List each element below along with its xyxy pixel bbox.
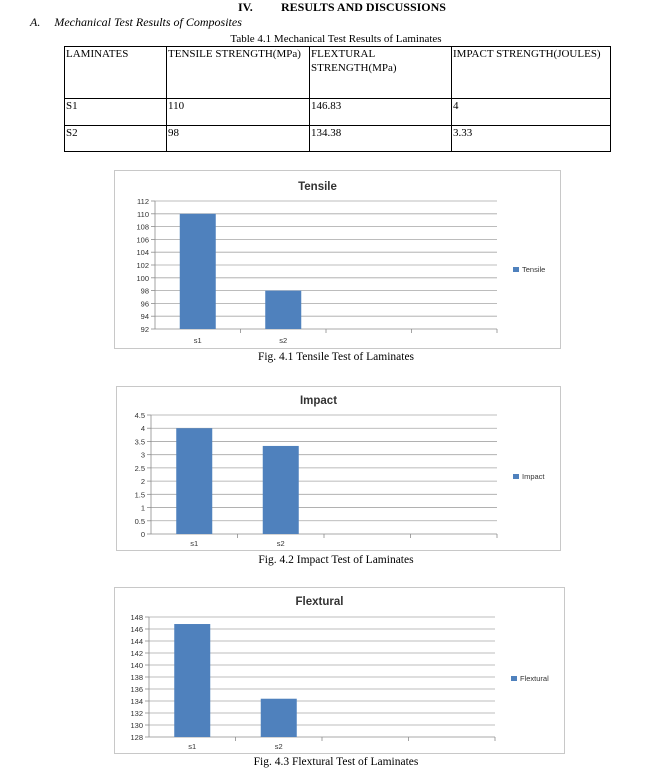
y-tick-label: 98 [140,286,149,296]
bar [174,624,210,737]
y-tick-label: 102 [136,261,149,270]
bar [180,214,216,329]
figure-caption: Fig. 4.3 Flextural Test of Laminates [253,756,419,768]
y-tick-label: 1 [140,503,145,513]
table-header-cell: LAMINATES [65,47,167,99]
figure-caption: Fig. 4.2 Impact Test of Laminates [258,554,414,566]
legend-label: Flextural [520,674,549,683]
y-tick-label: 3.5 [134,437,145,447]
table-row [65,126,611,152]
table-row [65,99,611,126]
y-tick-label: 112 [137,197,149,206]
x-tick-label: s2 [276,539,285,548]
y-tick-label: 92 [140,325,149,334]
subsection-heading [30,15,242,30]
y-tick-label: 94 [140,312,149,322]
table-caption: Table 4.1 Mechanical Test Results of Laminates [230,33,442,45]
results-table [64,46,611,152]
y-tick-label: 138 [130,673,143,682]
table-cell: 4 [452,99,611,126]
y-tick-label: 140 [130,661,143,670]
flextural-chart [114,587,565,754]
chart-title: Tensile [298,181,337,193]
chart-title: Impact [299,395,338,407]
legend-label: Tensile [522,265,546,274]
section-title: RESULTS AND DISCUSSIONS [281,0,446,14]
y-tick-label: 110 [137,209,149,219]
chart-title: Flextural [295,596,344,608]
table-cell: S1 [65,99,167,126]
section-number: IV. [238,0,253,14]
y-tick-label: 132 [130,709,143,718]
y-tick-label: 100 [136,273,149,283]
y-tick-label: 142 [130,649,143,658]
flextural-chart-svg [115,588,564,753]
x-tick-label: s1 [193,336,202,345]
table-header-cell: TENSILE STRENGTH(MPa) [167,47,310,99]
y-tick-label: 130 [130,721,143,730]
x-tick-label: s2 [274,742,283,751]
y-tick-label: 144 [130,637,143,646]
table-cell: 110 [167,99,310,126]
y-tick-label: 146 [130,625,143,634]
table-cell: 146.83 [310,99,452,126]
x-tick-label: s1 [188,742,197,751]
table-cell: 3.33 [452,126,611,152]
y-tick-label: 128 [130,733,143,742]
figure-caption: Fig. 4.1 Tensile Test of Laminates [257,351,415,363]
legend-label: Impact [522,472,545,481]
table-header-row [65,47,611,99]
legend-swatch [513,474,519,479]
bar [265,291,301,329]
subsection-title: Mechanical Test Results of Composites [54,15,242,29]
bar [176,428,212,534]
y-tick-label: 0 [140,530,145,539]
tensile-chart [114,170,561,349]
x-tick-label: s1 [190,539,199,548]
y-tick-label: 3 [140,450,145,460]
bar [263,446,299,534]
y-tick-label: 136 [130,685,143,694]
y-tick-label: 2 [140,477,145,487]
y-tick-label: 4 [140,424,145,434]
y-tick-label: 148 [130,613,143,622]
impact-chart [116,386,561,551]
y-tick-label: 1.5 [134,490,145,500]
y-tick-label: 96 [140,299,149,309]
table-cell: 134.38 [310,126,452,152]
y-tick-label: 104 [136,248,149,258]
table-header-cell: FLEXTURAL STRENGTH(MPa) [310,47,452,99]
y-tick-label: 108 [136,222,149,232]
legend-swatch [511,676,517,681]
y-tick-label: 106 [136,235,149,245]
impact-chart-svg [117,387,560,550]
subsection-letter: A. [30,15,41,29]
table-cell: 98 [167,126,310,152]
y-tick-label: 4.5 [134,411,145,420]
table-cell: S2 [65,126,167,152]
bar [261,699,297,737]
y-tick-label: 134 [130,697,143,706]
table-header-cell: IMPACT STRENGTH(JOULES) [452,47,611,99]
x-tick-label: s2 [279,336,288,345]
y-tick-label: 2.5 [134,463,145,473]
tensile-chart-svg [115,171,560,348]
y-tick-label: 0.5 [134,516,145,526]
legend-swatch [513,267,519,272]
